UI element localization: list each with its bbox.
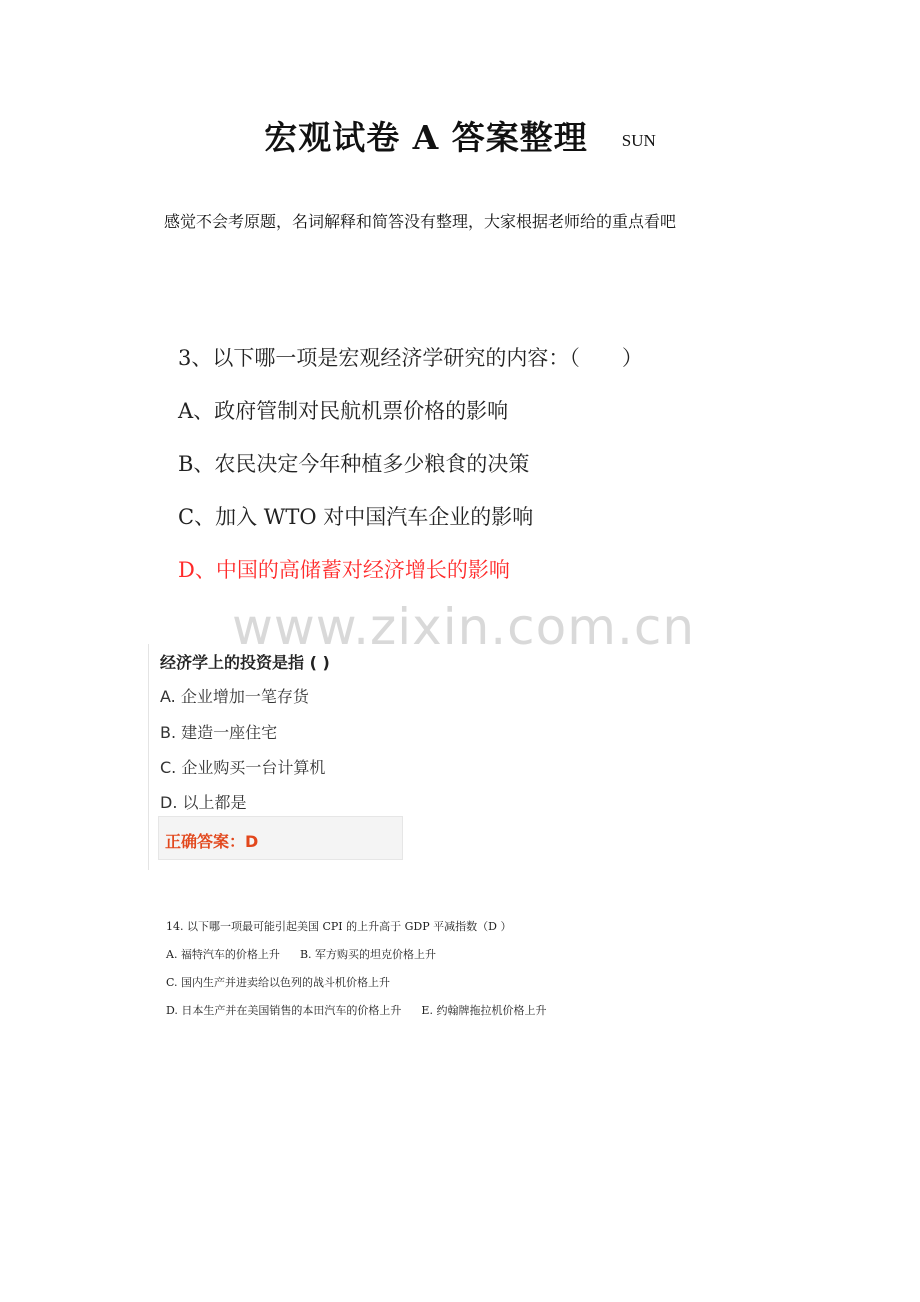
question-14-option-e: E. 约翰牌拖拉机价格上升	[421, 1004, 547, 1017]
question-14	[166, 918, 546, 1030]
question-14-option-d: D. 日本生产并在美国销售的本田汽车的价格上升	[166, 1004, 402, 1017]
question-14-stem: 14. 以下哪一项最可能引起美国 CPI 的上升高于 GDP 平减指数（D ）	[166, 920, 512, 933]
question-investment-option-a: A. 企业增加一笔存货	[160, 687, 309, 706]
question-3-option-b: B、农民决定今年种植多少粮食的决策	[178, 452, 530, 476]
question-investment	[148, 644, 407, 870]
title-main: 宏观试卷 A 答案整理	[264, 118, 588, 157]
document-title	[0, 112, 920, 159]
question-14-option-c: C. 国内生产并进卖给以色列的战斗机价格上升	[166, 976, 391, 989]
question-3-stem: 3、以下哪一项是宏观经济学研究的内容：（ ）	[178, 346, 643, 370]
question-3-option-a: A、政府管制对民航机票价格的影响	[178, 399, 509, 423]
watermark: www.zixin.com.cn	[232, 598, 696, 656]
question-14-option-a: A. 福特汽车的价格上升	[166, 948, 280, 961]
question-3-option-c: C、加入 WTO 对中国汽车企业的影响	[178, 505, 534, 529]
question-14-option-b: B. 军方购买的坦克价格上升	[299, 948, 437, 961]
question-3	[178, 338, 643, 603]
question-investment-option-d: D. 以上都是	[160, 793, 247, 812]
question-investment-stem: 经济学上的投资是指 ( )	[160, 653, 330, 672]
question-investment-option-c: C. 企业购买一台计算机	[160, 758, 326, 777]
question-3-option-d-answer: D、中国的高储蓄对经济增长的影响	[178, 558, 510, 582]
correct-answer-box	[158, 816, 403, 860]
correct-answer-label: 正确答案：D	[165, 832, 259, 851]
question-investment-option-b: B. 建造一座住宅	[160, 723, 278, 742]
title-author: SUN	[621, 131, 656, 150]
intro-note: 感觉不会考原题，名词解释和简答没有整理，大家根据老师给的重点看吧	[164, 212, 677, 231]
question-14-row-ab	[166, 946, 546, 974]
question-14-row-de	[166, 1002, 546, 1030]
